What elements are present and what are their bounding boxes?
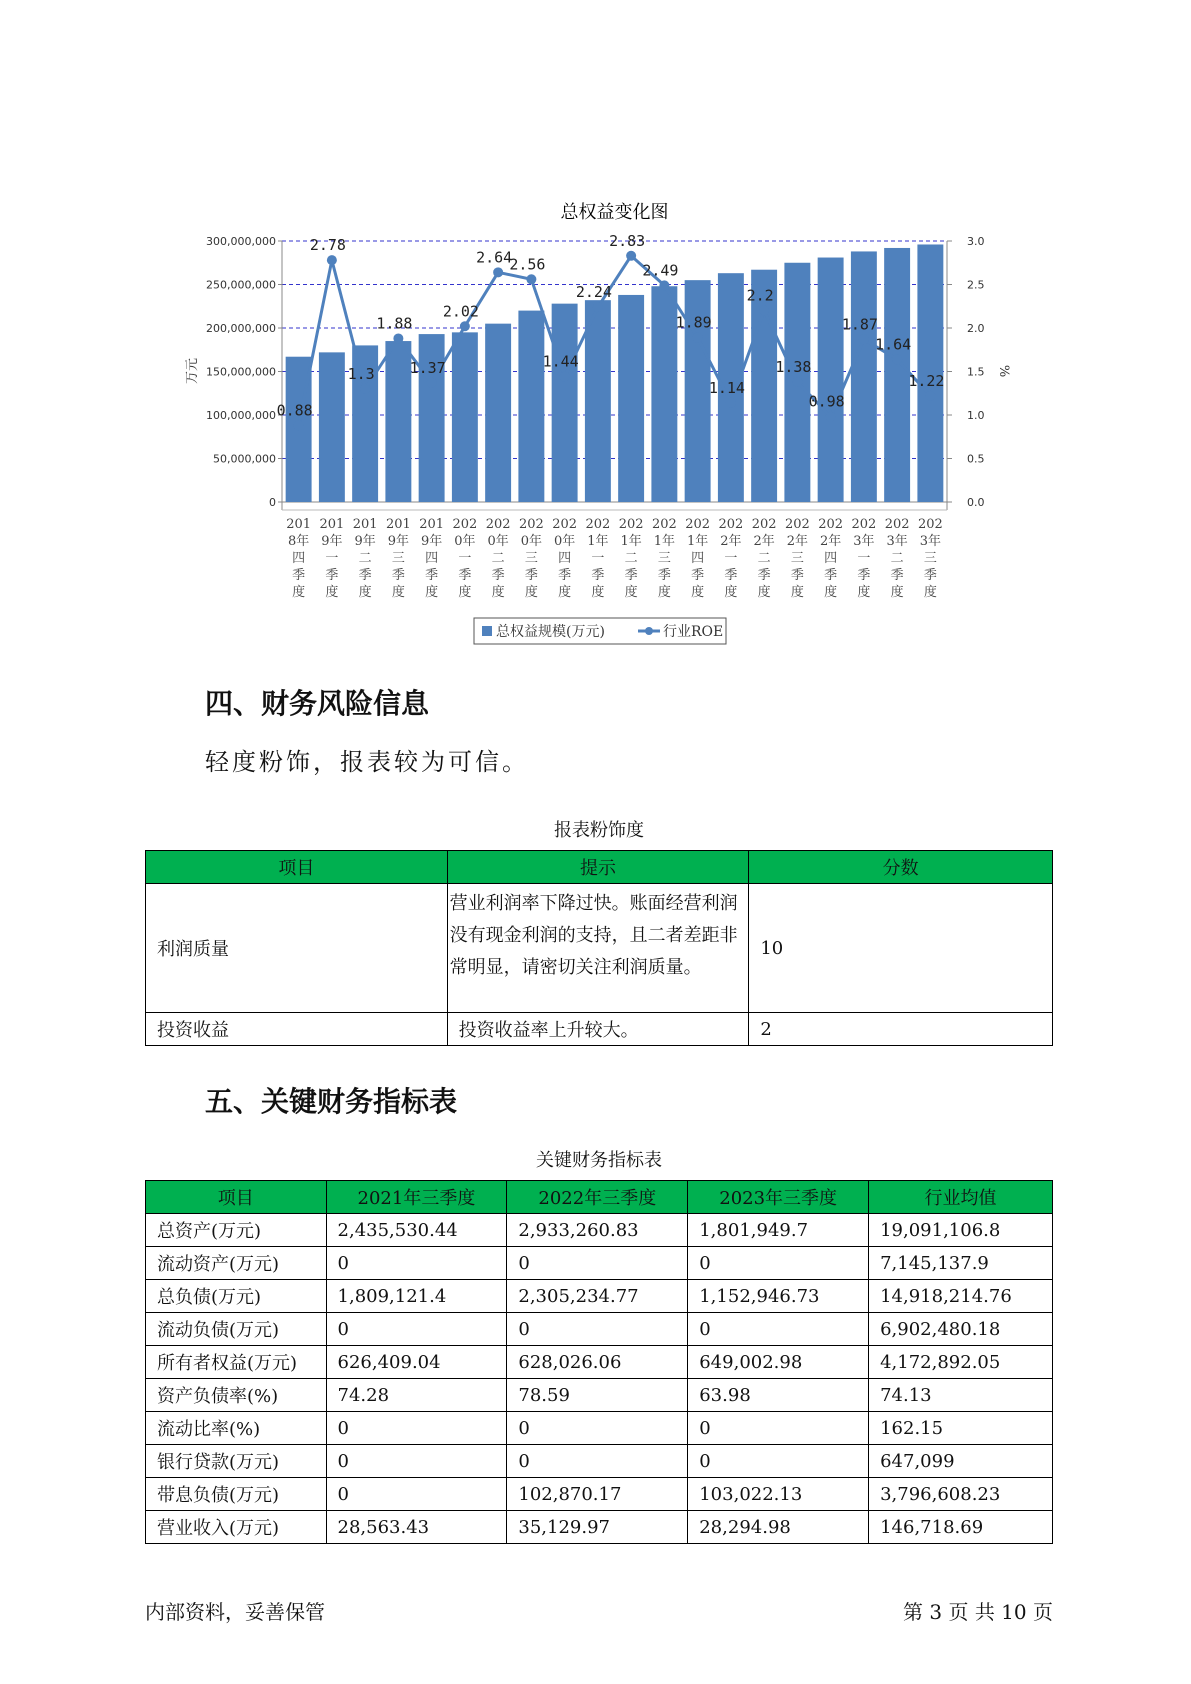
x-tick-label: 度 [591, 585, 605, 600]
table-cell: 35,129.97 [507, 1511, 688, 1544]
table-cell: 0 [507, 1445, 688, 1478]
table-cell: 628,026.06 [507, 1346, 688, 1379]
footer-confidential: 内部资料，妥善保管 [145, 1600, 325, 1624]
table-row [146, 1313, 1053, 1346]
table-cell: 1,152,946.73 [688, 1280, 869, 1313]
x-tick-label: 季 [491, 568, 505, 583]
x-tick-label: 202 [651, 517, 677, 532]
table-row [146, 1478, 1053, 1511]
header-cell: 项目 [146, 1181, 327, 1214]
right-axis-label: % [996, 364, 1011, 378]
x-tick-label: 季 [890, 568, 904, 583]
table-cell: 0 [326, 1445, 507, 1478]
table-cell: 28,294.98 [688, 1511, 869, 1544]
x-tick-label: 季 [325, 568, 339, 583]
x-tick-label: 季 [425, 568, 439, 583]
x-tick-label: 1年 [653, 534, 676, 549]
roe-data-label: 2.49 [642, 261, 679, 280]
x-tick-label: 3年 [853, 534, 875, 549]
table-cell: 总资产(万元) [146, 1214, 327, 1247]
roe-point [327, 255, 337, 265]
roe-data-label: 2.56 [509, 255, 546, 274]
x-tick-label: 季 [624, 568, 638, 583]
legend-line-marker [645, 627, 653, 635]
table-cell: 2,305,234.77 [507, 1280, 688, 1313]
right-tick-label: 1.0 [967, 409, 985, 422]
x-tick-label: 一 [857, 551, 871, 566]
x-tick-label: 2年 [819, 534, 842, 549]
left-axis-label: 万元 [185, 357, 200, 385]
table-cell: 74.13 [869, 1379, 1053, 1412]
x-tick-label: 201 [419, 517, 445, 532]
roe-data-label: 2.64 [476, 248, 513, 267]
x-tick-label: 一 [458, 551, 472, 566]
x-tick-label: 度 [391, 585, 405, 600]
x-tick-label: 四 [425, 551, 439, 566]
roe-data-label: 1.3 [347, 364, 375, 383]
table-cell: 2,435,530.44 [326, 1214, 507, 1247]
whitewash-table-block [145, 816, 1053, 1046]
x-tick-label: 202 [552, 517, 578, 532]
x-tick-label: 202 [452, 517, 478, 532]
table-cell: 63.98 [688, 1379, 869, 1412]
table-row [146, 1346, 1053, 1379]
right-tick-label: 2.5 [967, 278, 985, 292]
bar [818, 258, 844, 502]
x-tick-label: 四 [691, 551, 705, 566]
header-cell: 2021年三季度 [326, 1181, 507, 1214]
section4-summary: 轻度粉饰，报表较为可信。 [205, 748, 529, 776]
x-tick-label: 度 [824, 585, 838, 600]
table-cell: 103,022.13 [688, 1478, 869, 1511]
roe-data-label: 1.37 [409, 358, 446, 377]
roe-point [759, 306, 769, 316]
x-tick-label: 季 [524, 568, 538, 583]
table-cell: 2 [749, 1013, 1053, 1046]
table-cell: 流动资产(万元) [146, 1247, 327, 1280]
whitewash-table [145, 850, 1053, 1046]
roe-point [626, 251, 636, 261]
bar [851, 251, 877, 502]
x-tick-label: 季 [790, 568, 804, 583]
x-tick-label: 一 [325, 551, 339, 566]
table-row [146, 1412, 1053, 1445]
table-cell: 利润质量 [146, 884, 448, 1013]
header-cell: 2023年三季度 [688, 1181, 869, 1214]
x-tick-label: 三 [391, 551, 405, 566]
x-tick-label: 度 [491, 585, 505, 600]
table-cell: 626,409.04 [326, 1346, 507, 1379]
roe-data-label: 2.78 [309, 236, 346, 255]
left-tick-label: 50,000,000 [213, 452, 276, 466]
left-tick-label: 250,000,000 [206, 278, 276, 292]
roe-point [393, 333, 403, 343]
x-tick-label: 度 [624, 585, 638, 600]
table-cell: 0 [688, 1247, 869, 1280]
table-cell: 0 [326, 1313, 507, 1346]
bar [485, 324, 511, 502]
x-tick-label: 季 [292, 568, 306, 583]
x-tick-label: 1年 [587, 534, 609, 549]
table-cell: 0 [688, 1412, 869, 1445]
x-tick-label: 202 [751, 517, 777, 532]
roe-data-label: 1.38 [775, 357, 812, 376]
x-tick-label: 度 [757, 585, 771, 600]
table-row [146, 1379, 1053, 1412]
header-cell: 项目 [146, 851, 448, 884]
right-tick-label: 0.0 [967, 496, 985, 509]
x-tick-label: 201 [352, 517, 378, 532]
legend-bar-label: 总权益规模(万元) [496, 624, 605, 640]
table-cell: 19,091,106.8 [869, 1214, 1053, 1247]
table-cell: 6,902,480.18 [869, 1313, 1053, 1346]
bar [319, 352, 345, 502]
section5-heading: 五、关键财务指标表 [205, 1085, 458, 1118]
whitewash-table-caption: 报表粉饰度 [554, 820, 644, 841]
roe-point [560, 372, 570, 382]
table-cell: 146,718.69 [869, 1511, 1053, 1544]
x-tick-label: 三 [790, 551, 804, 566]
x-tick-label: 季 [824, 568, 838, 583]
roe-data-label: 1.87 [841, 315, 878, 334]
table-cell: 7,145,137.9 [869, 1247, 1053, 1280]
table-cell: 649,002.98 [688, 1346, 869, 1379]
chart-title: 总权益变化图 [560, 202, 669, 223]
x-tick-label: 202 [618, 517, 644, 532]
table-cell: 资产负债率(%) [146, 1379, 327, 1412]
table-header-row [146, 851, 1053, 884]
legend-line-label: 行业ROE [663, 624, 724, 640]
left-tick-label: 200,000,000 [206, 322, 276, 335]
x-tick-label: 0年 [553, 534, 576, 549]
table-row [146, 1013, 1053, 1046]
roe-data-label: 0.98 [808, 392, 845, 411]
x-tick-label: 季 [657, 568, 671, 583]
table-cell: 10 [749, 884, 1053, 1013]
x-tick-label: 一 [724, 551, 738, 566]
table-cell: 4,172,892.05 [869, 1346, 1053, 1379]
table-cell: 流动负债(万元) [146, 1313, 327, 1346]
x-tick-label: 二 [491, 551, 505, 566]
bar [651, 286, 677, 502]
x-tick-label: 2年 [753, 534, 775, 549]
x-tick-label: 季 [691, 568, 705, 583]
roe-data-label: 1.14 [708, 378, 745, 397]
x-tick-label: 202 [917, 517, 943, 532]
roe-point [460, 321, 470, 331]
x-tick-label: 202 [818, 517, 844, 532]
x-tick-label: 度 [923, 585, 937, 600]
roe-data-label: 2.02 [442, 302, 479, 321]
header-cell: 2022年三季度 [507, 1181, 688, 1214]
x-tick-label: 3年 [886, 534, 908, 549]
roe-point [526, 274, 536, 284]
table-row [146, 884, 1053, 1013]
roe-point [826, 412, 836, 422]
table-row [146, 1247, 1053, 1280]
table-cell: 1,809,121.4 [326, 1280, 507, 1313]
x-tick-label: 9年 [354, 534, 376, 549]
right-tick-label: 2.0 [967, 322, 985, 335]
table-cell: 总负债(万元) [146, 1280, 327, 1313]
table-cell: 28,563.43 [326, 1511, 507, 1544]
table-cell: 营业利润率下降过快。账面经营利润没有现金利润的支持，且二者差距非常明显，请密切关注利润质量。 [447, 884, 749, 1013]
left-tick-label: 100,000,000 [206, 409, 276, 422]
table-cell: 0 [507, 1412, 688, 1445]
header-cell: 分数 [749, 851, 1053, 884]
roe-point [892, 354, 902, 364]
x-tick-label: 三 [657, 551, 671, 566]
key-metrics-block [145, 1146, 1053, 1544]
x-tick-label: 季 [857, 568, 871, 583]
x-tick-label: 季 [358, 568, 372, 583]
x-tick-label: 度 [657, 585, 671, 600]
key-metrics-table [145, 1180, 1053, 1544]
x-tick-label: 1年 [620, 534, 642, 549]
table-cell: 流动比率(%) [146, 1412, 327, 1445]
x-tick-label: 3年 [919, 534, 942, 549]
roe-point [925, 391, 935, 401]
x-tick-label: 度 [691, 585, 705, 600]
x-tick-label: 季 [724, 568, 738, 583]
roe-point [360, 384, 370, 394]
table-header-row [146, 1181, 1053, 1214]
x-tick-label: 季 [458, 568, 472, 583]
x-tick-label: 8年 [287, 534, 310, 549]
x-tick-label: 度 [524, 585, 538, 600]
header-cell: 行业均值 [869, 1181, 1053, 1214]
roe-data-label: 1.22 [908, 371, 945, 390]
roe-point [593, 302, 603, 312]
x-tick-label: 201 [319, 517, 345, 532]
table-cell: 0 [688, 1313, 869, 1346]
table-cell: 投资收益 [146, 1013, 448, 1046]
table-cell: 1,801,949.7 [688, 1214, 869, 1247]
table-cell: 647,099 [869, 1445, 1053, 1478]
roe-data-label: 1.88 [376, 314, 413, 333]
table-row [146, 1280, 1053, 1313]
table-cell: 0 [326, 1478, 507, 1511]
roe-data-label: 1.44 [542, 352, 579, 371]
x-tick-label: 202 [685, 517, 711, 532]
x-tick-label: 0年 [454, 534, 476, 549]
bar [385, 341, 411, 502]
x-tick-label: 0年 [487, 534, 509, 549]
x-tick-label: 二 [890, 551, 904, 566]
table-row [146, 1214, 1053, 1247]
table-cell: 0 [507, 1247, 688, 1280]
table-cell: 3,796,608.23 [869, 1478, 1053, 1511]
footer-page-number: 第 3 页 共 10 页 [903, 1600, 1053, 1624]
table-cell: 14,918,214.76 [869, 1280, 1053, 1313]
left-tick-label: 300,000,000 [206, 235, 276, 248]
x-tick-label: 度 [790, 585, 804, 600]
table-cell: 102,870.17 [507, 1478, 688, 1511]
x-tick-label: 0年 [520, 534, 543, 549]
x-tick-label: 202 [851, 517, 877, 532]
roe-data-label: 1.64 [875, 335, 912, 354]
bar [585, 300, 611, 502]
table-cell: 162.15 [869, 1412, 1053, 1445]
x-tick-label: 度 [890, 585, 904, 600]
x-tick-label: 度 [857, 585, 871, 600]
roe-point [693, 333, 703, 343]
table-cell: 78.59 [507, 1379, 688, 1412]
table-cell: 所有者权益(万元) [146, 1346, 327, 1379]
section4-heading: 四、财务风险信息 [205, 687, 430, 720]
right-tick-label: 1.5 [967, 365, 985, 379]
bar [618, 295, 644, 502]
bar [552, 304, 578, 502]
x-tick-label: 202 [518, 517, 544, 532]
x-tick-label: 三 [524, 551, 538, 566]
table-cell: 2,933,260.83 [507, 1214, 688, 1247]
x-tick-label: 1年 [686, 534, 709, 549]
bar [884, 248, 910, 502]
roe-point [859, 334, 869, 344]
x-tick-label: 二 [757, 551, 771, 566]
roe-point [726, 398, 736, 408]
x-tick-label: 202 [485, 517, 511, 532]
x-tick-label: 度 [558, 585, 572, 600]
table-cell: 0 [326, 1247, 507, 1280]
roe-point [659, 280, 669, 290]
table-cell: 银行贷款(万元) [146, 1445, 327, 1478]
key-metrics-caption: 关键财务指标表 [536, 1150, 662, 1171]
x-tick-label: 季 [923, 568, 937, 583]
x-tick-label: 9年 [420, 534, 443, 549]
x-tick-label: 二 [358, 551, 372, 566]
x-tick-label: 202 [585, 517, 611, 532]
roe-point [792, 377, 802, 387]
x-tick-label: 202 [884, 517, 910, 532]
left-tick-label: 0 [269, 496, 276, 509]
x-tick-label: 季 [558, 568, 572, 583]
x-tick-label: 二 [624, 551, 638, 566]
x-tick-label: 四 [558, 551, 572, 566]
roe-point [493, 267, 503, 277]
table-cell: 营业收入(万元) [146, 1511, 327, 1544]
x-tick-label: 202 [784, 517, 810, 532]
table-cell: 0 [507, 1313, 688, 1346]
header-cell: 提示 [447, 851, 749, 884]
table-row [146, 1445, 1053, 1478]
x-tick-label: 202 [718, 517, 744, 532]
x-tick-label: 四 [292, 551, 306, 566]
roe-data-label: 0.88 [276, 401, 313, 420]
x-tick-label: 四 [824, 551, 838, 566]
x-tick-label: 季 [591, 568, 605, 583]
legend-bar-swatch [482, 626, 492, 636]
right-tick-label: 3.0 [967, 235, 985, 248]
x-tick-label: 度 [425, 585, 439, 600]
table-cell: 0 [326, 1412, 507, 1445]
roe-data-label: 2.83 [609, 231, 646, 250]
x-tick-label: 度 [358, 585, 372, 600]
x-tick-label: 9年 [387, 534, 410, 549]
equity-chart [0, 0, 1191, 660]
x-tick-label: 季 [757, 568, 771, 583]
roe-point [427, 378, 437, 388]
left-tick-label: 150,000,000 [206, 365, 276, 379]
roe-point [294, 420, 304, 430]
x-tick-label: 9年 [321, 534, 343, 549]
x-tick-label: 季 [391, 568, 405, 583]
table-cell: 投资收益率上升较大。 [447, 1013, 749, 1046]
right-tick-label: 0.5 [967, 452, 985, 466]
x-tick-label: 201 [286, 517, 312, 532]
bar [518, 311, 544, 502]
x-tick-label: 三 [923, 551, 937, 566]
roe-data-label: 2.2 [746, 286, 774, 305]
roe-data-label: 1.89 [675, 313, 712, 332]
table-cell: 74.28 [326, 1379, 507, 1412]
roe-data-label: 2.24 [575, 283, 612, 302]
table-row [146, 1511, 1053, 1544]
x-tick-label: 2年 [720, 534, 742, 549]
table-cell: 带息负债(万元) [146, 1478, 327, 1511]
x-tick-label: 一 [591, 551, 605, 566]
x-tick-label: 201 [385, 517, 411, 532]
x-tick-label: 2年 [786, 534, 809, 549]
x-tick-label: 度 [325, 585, 339, 600]
x-tick-label: 度 [458, 585, 472, 600]
x-tick-label: 度 [292, 585, 306, 600]
x-tick-label: 度 [724, 585, 738, 600]
bar [452, 332, 478, 502]
table-cell: 0 [688, 1445, 869, 1478]
